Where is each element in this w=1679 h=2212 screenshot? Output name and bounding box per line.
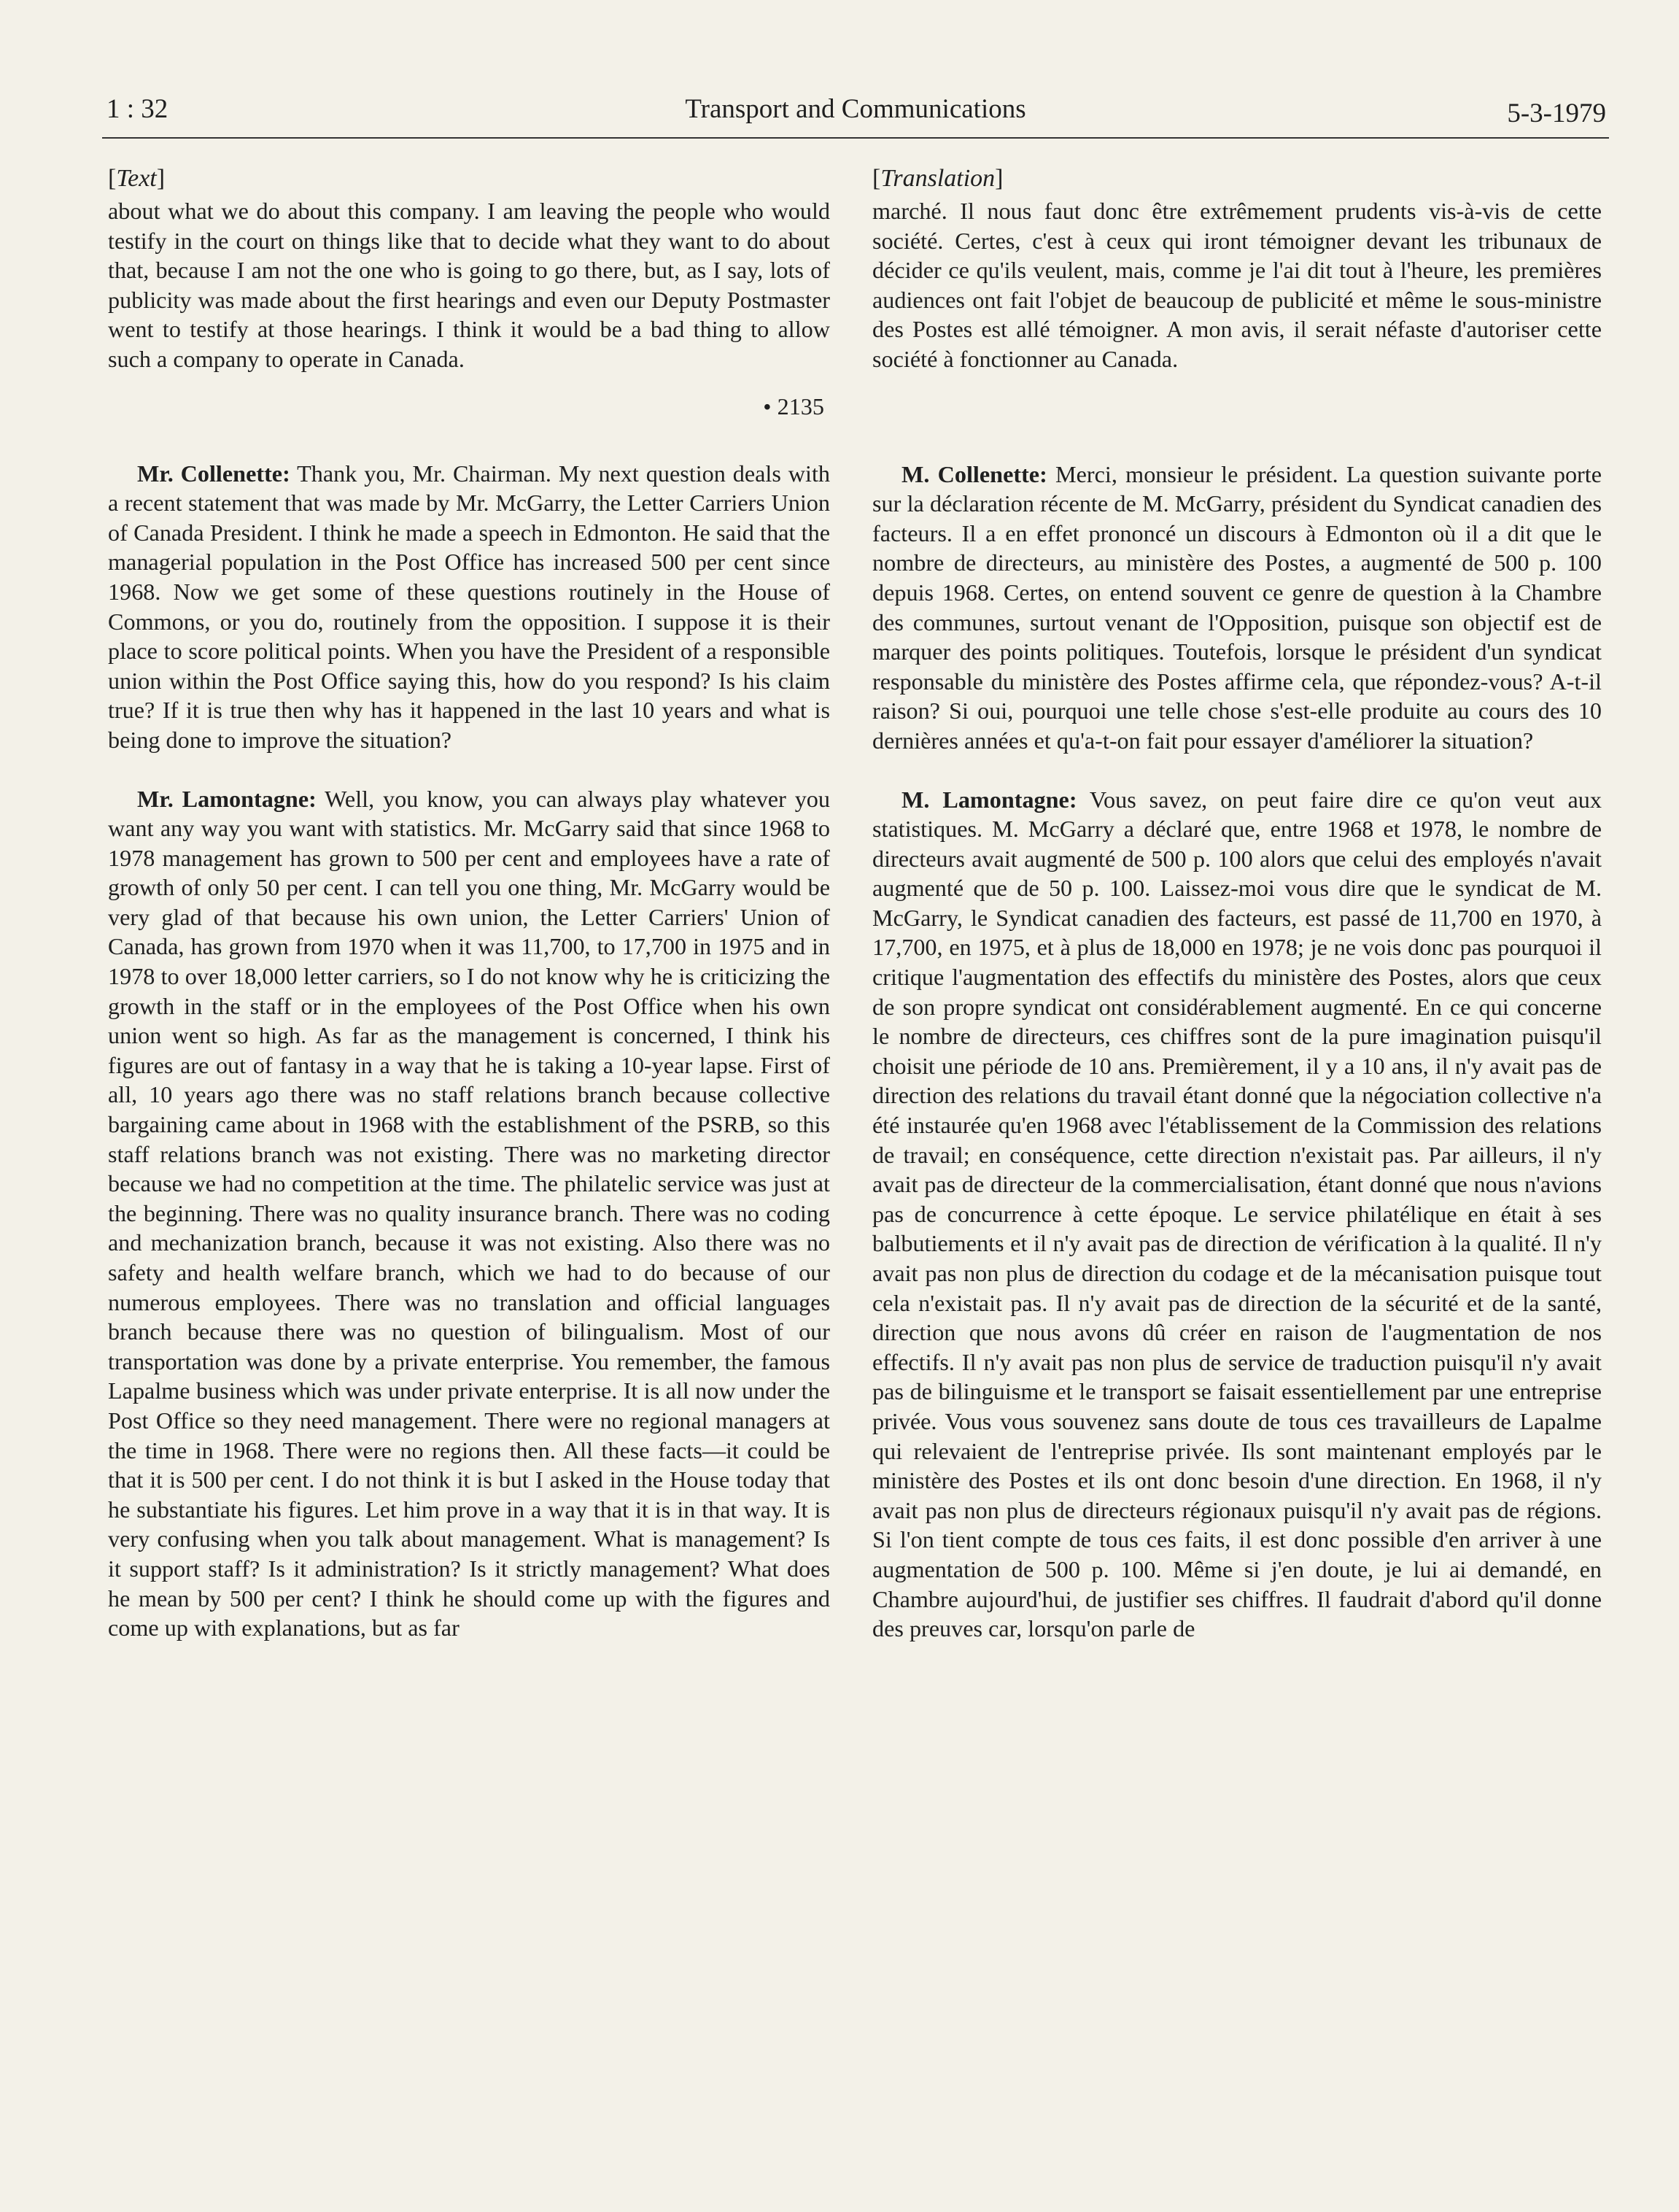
paragraph-collenette: [108, 459, 830, 755]
time-marker: • 2135: [763, 392, 824, 419]
speaker-name: Mr. Lamontagne:: [137, 785, 317, 812]
english-column: [108, 164, 830, 1643]
paragraph-continuation: marché. Il nous faut donc être extrêmement prudents vis-à-vis de cette société. Certes, c'est à ceux qui iront témoigner devant les tribunaux de décider ce qu'ils veulent, mais, comme je l'ai dit tout à l'heure, les premières audiences ont fait l'objet de beaucoup de publicité et même le sous-ministre des Postes est allé témoigner. A mon avis, il serait néfaste d'autoriser cette société à fonctionner au Canada.: [872, 198, 1602, 372]
column-tag-label: Translation: [880, 165, 996, 192]
page-number: 1 : 32: [106, 94, 168, 124]
page-header: [102, 86, 1609, 139]
paragraph-lamontagne: [108, 784, 830, 1643]
column-tag: [Translation]: [872, 165, 1004, 192]
speech-text: Thank you, Mr. Chairman. My next question deals with a recent statement that was made by Mr. McGarry, the Letter Carriers Union of Canada President. I think he made a speech in Edmonton. He said that the managerial population in the Post Office has increased 500 per cent since 1968. Now we get some of these questions routinely in the House of Commons, or you do, routinely from the opposition. I suppose it is their place to score political points. When you have the President of a responsible union within the Post Office saying this, how do you respond? Is his claim true? If it is true then why has it happened in the last 10 years and what is being done to improve the situation?: [108, 460, 830, 753]
paragraph-lamontagne: [872, 785, 1602, 1644]
speaker-name: Mr. Collenette:: [137, 460, 290, 487]
paragraph-continuation: about what we do about this company. I am leaving the people who would testify in the court on things like that to decide what they want to do about that, because I am not the one who is going to go there, but, as I say, lots of publicity was made about the first hearings and even our Deputy Postmaster went to testify at those hearings. I think it would be a bad thing to allow such a company to operate in Canada.: [108, 198, 830, 372]
page-title: Transport and Communications: [685, 94, 1026, 124]
column-tag: [Text]: [108, 165, 166, 192]
paragraph-collenette: [872, 460, 1602, 756]
french-column: [872, 164, 1602, 1644]
speaker-name: M. Collenette:: [901, 460, 1047, 487]
speaker-name: M. Lamontagne:: [901, 786, 1077, 813]
speech-text: Vous savez, on peut faire dire ce qu'on veut aux statistiques. M. McGarry a déclaré que, entre 1968 et 1978, le nombre de directeurs avait augmenté de 500 p. 100 alors que celui des employés n'avait augmenté que de 50 p. 100. Laissez-moi vous dire que le syndicat de M. McGarry, le Syndicat canadien des facteurs, est passé de 11,700 en 1970, à 17,700, en 1975, et à plus de 18,000 en 1978; je ne vois donc pas pourquoi il critique l'augmentation des effectifs du ministère des Postes, alors que ceux de son propre syndicat ont considérablement augmenté. En ce qui concerne le nombre de directeurs, ces chiffres sont de la pure imagination puisqu'il choisit une période de 10 ans. Premièrement, il y a 10 ans, il n'y avait pas de direction des relations du travail étant donné que la négociation collective n'a été instaurée qu'en 1968 avec l'établissement de la Commission des relations de travail; en conséquence, cette direction n'existait pas. Par ailleurs, il n'y avait pas de directeur de la commercialisation, étant donné que nous n'avions pas de concurrence à cette époque. Le service philatélique en était à ses balbutiements et il n'y avait pas de direction de vérification à la qualité. Il n'y avait pas non plus de direction du codage et de la mécanisation puisque tout cela n'existait pas. Il n'y avait pas de direction de la sécurité et de la santé, direction que nous avons dû créer en raison de l'augmentation de nos effectifs. Il n'y avait pas non plus de service de traduction puisqu'il n'y avait pas de bilinguisme et le transport se faisait essentiellement par une entreprise privée. Vous vous souvenez sans doute de tous ces travailleurs de Lapalme qui relevaient de l'entreprise privée. Ils sont maintenant employés par le ministère des Postes et ils ont donc besoin d'une direction. En 1968, il n'y avait pas non plus de directeurs régionaux puisqu'il n'y avait pas de régions. Si l'on tient compte de tous ces faits, il est donc possible d'en arriver à une augmentation de 500 p. 100. Même si j'en doute, je lui ai demandé, en Chambre aujourd'hui, de justifier ses chiffres. Il faudrait d'abord qu'il donne des preuves car, lorsqu'on parle de: [872, 786, 1602, 1642]
column-tag-label: Text: [116, 165, 157, 192]
speech-text: Well, you know, you can always play whatever you want any way you want with statistics. Mr. McGarry said that since 1968 to 1978 management has grown to 500 per cent and employees have a rate of growth of only 50 per cent. I can tell you one thing, Mr. McGarry would be very glad of that because his own union, the Letter Carriers' Union of Canada, has grown from 1970 when it was 11,700, to 17,700 in 1975 and in 1978 to over 18,000 letter carriers, so I do not know why he is criticizing the growth in the staff or in the employees of the Post Office when his own union went so high. As far as the management is concerned, I think his figures are out of fantasy in a way that he is taking a 10-year lapse. First of all, 10 years ago there was no staff relations branch because collective bargaining came about in 1968 with the establishment of the PSRB, so this staff relations branch was not existing. There was no marketing director because we had no competition at the time. The philatelic service was just at the beginning. There was no quality insurance branch. There was no coding and mechanization branch, because it was not existing. Also there was no safety and health welfare branch, which we had to do because of our numerous employees. There was no translation and official languages branch because there was no question of bilingualism. Most of our transportation was done by a private enterprise. You remember, the famous Lapalme business which was under private enterprise. It is all now under the Post Office so they need management. There were no regional managers at the time in 1968. There were no regions then. All these facts—it could be that it is 500 per cent. I do not think it is but I asked in the House today that he substantiate his figures. Let him prove in a way that it is in that way. It is very confusing when you talk about management. What is management? Is it support staff? Is it administration? Is it strictly management? What does he mean by 500 per cent? I think he should come up with the figures and come up with explanations, but as far: [108, 785, 830, 1641]
page-date: 5-3-1979: [1507, 98, 1606, 128]
speech-text: Merci, monsieur le président. La question suivante porte sur la déclaration récente de M. McGarry, président du Syndicat canadien des facteurs. Il a en effet prononcé un discours à Edmonton où il a dit que le nombre de directeurs, au ministère des Postes, a augmenté de 500 p. 100 depuis 1968. Certes, on entend souvent ce genre de question à la Chambre des communes, surtout venant de l'Opposition, puisque son objectif est de marquer des points politiques. Toutefois, lorsque le président d'un syndicat responsable du ministère des Postes affirme cela, que répondez-vous? A-t-il raison? Si oui, pourquoi une telle chose s'est-elle produite au cours des 10 dernières années et qu'a-t-on fait pour essayer d'améliorer la situation?: [872, 460, 1602, 754]
